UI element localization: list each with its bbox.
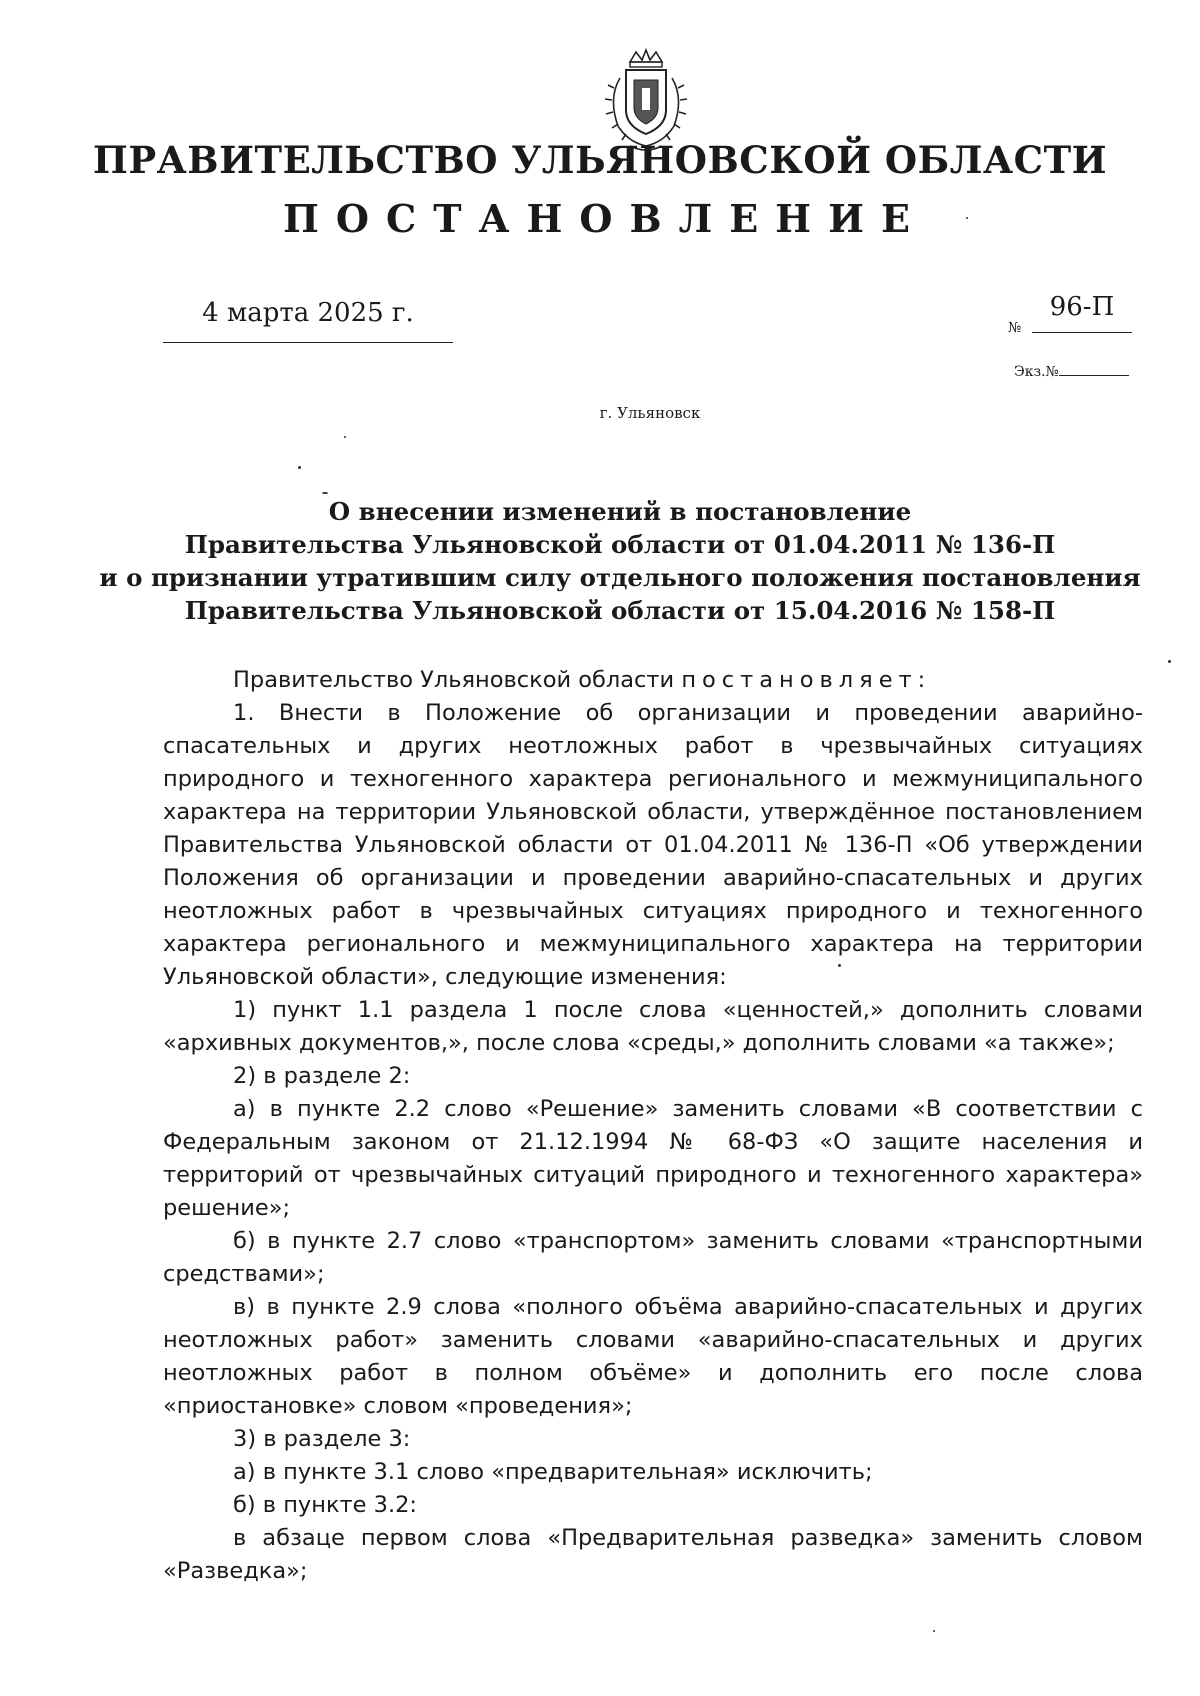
heading-line: и о признании утратившим силу отдельного положения постановления: [99, 563, 1141, 592]
paragraph: 2) в разделе 2:: [233, 1063, 411, 1089]
document-number: 96-П: [1032, 292, 1132, 333]
paragraph: б) в пункте 2.7 слово «транспортом» заменить словами «транспортными средствами»;: [163, 1228, 1143, 1287]
intro-paragraph: [163, 664, 1143, 697]
scan-speck: [1168, 660, 1171, 663]
heading-line: Правительства Ульяновской области от 01.04.2011 № 136-П: [184, 530, 1056, 559]
intro-spaced-word: постановляет: [681, 667, 918, 693]
paragraph: 1. Внести в Положение об организации и проведении аварийно-спасательных и других неотложных работ в чрезвычайных ситуациях природного и техногенного характера регионального и межмуниципального характера на территории Ульяновской области, утверждённое постановлением Правительства Ульяновской области от 01.04.2011 № 136-П «Об утверждении Положения об организации и проведении аварийно-спасательных и других неотложных работ в чрезвычайных ситуациях природного и техногенного характера регионального и межмуниципального характера на территории Ульяновской области», следующие изменения:: [163, 700, 1143, 990]
city: г. Ульяновск: [599, 404, 701, 422]
copy-label: Экз.№: [1014, 364, 1059, 380]
paragraph: а) в пункте 2.2 слово «Решение» заменить словами «В соответствии с Федеральным законом от 21.12.1994 № 68-ФЗ «О защите населения и территорий от чрезвычайных ситуаций природного и техногенного характера» решение»;: [163, 1096, 1143, 1221]
scan-speck: [838, 964, 841, 967]
paragraph: 1) пункт 1.1 раздела 1 после слова «ценностей,» дополнить словами «архивных документов,», после слова «среды,» дополнить словами «а также»;: [163, 997, 1143, 1056]
copy-number-line: [1059, 365, 1129, 376]
document-heading: [0, 495, 1200, 627]
paragraph: в) в пункте 2.9 слова «полного объёма аварийно-спасательных и других неотложных работ» заменить словами «аварийно-спасательных и других неотложных работ в полном объёме» и дополнить его после слова «приостановке» словом «проведения»;: [163, 1294, 1143, 1419]
number-prefix: №: [1008, 320, 1022, 336]
scan-speck: [298, 466, 301, 469]
scan-speck: [344, 436, 346, 438]
paragraph: в абзаце первом слова «Предварительная разведка» заменить словом «Разведка»;: [163, 1525, 1143, 1584]
scan-speck: [322, 492, 328, 494]
heading-line: О внесении изменений в постановление: [328, 497, 912, 526]
copy-number: [1014, 364, 1129, 380]
document-type: ПОСТАНОВЛЕНИЕ: [283, 196, 927, 241]
paragraph: б) в пункте 3.2:: [233, 1492, 418, 1518]
scan-speck: [966, 217, 968, 219]
scan-speck: [933, 1630, 935, 1632]
heading-line: Правительства Ульяновской области от 15.04.2016 № 158-П: [184, 596, 1056, 625]
document-date: 4 марта 2025 г.: [163, 298, 453, 343]
paragraph: 3) в разделе 3:: [233, 1426, 411, 1452]
intro-suffix: :: [917, 667, 926, 693]
paragraph: а) в пункте 3.1 слово «предварительная» исключить;: [233, 1459, 873, 1485]
organization-title: ПРАВИТЕЛЬСТВО УЛЬЯНОВСКОЙ ОБЛАСТИ: [92, 138, 1108, 182]
document-body: [163, 664, 1143, 1588]
intro-prefix: Правительство Ульяновской области: [233, 667, 682, 693]
